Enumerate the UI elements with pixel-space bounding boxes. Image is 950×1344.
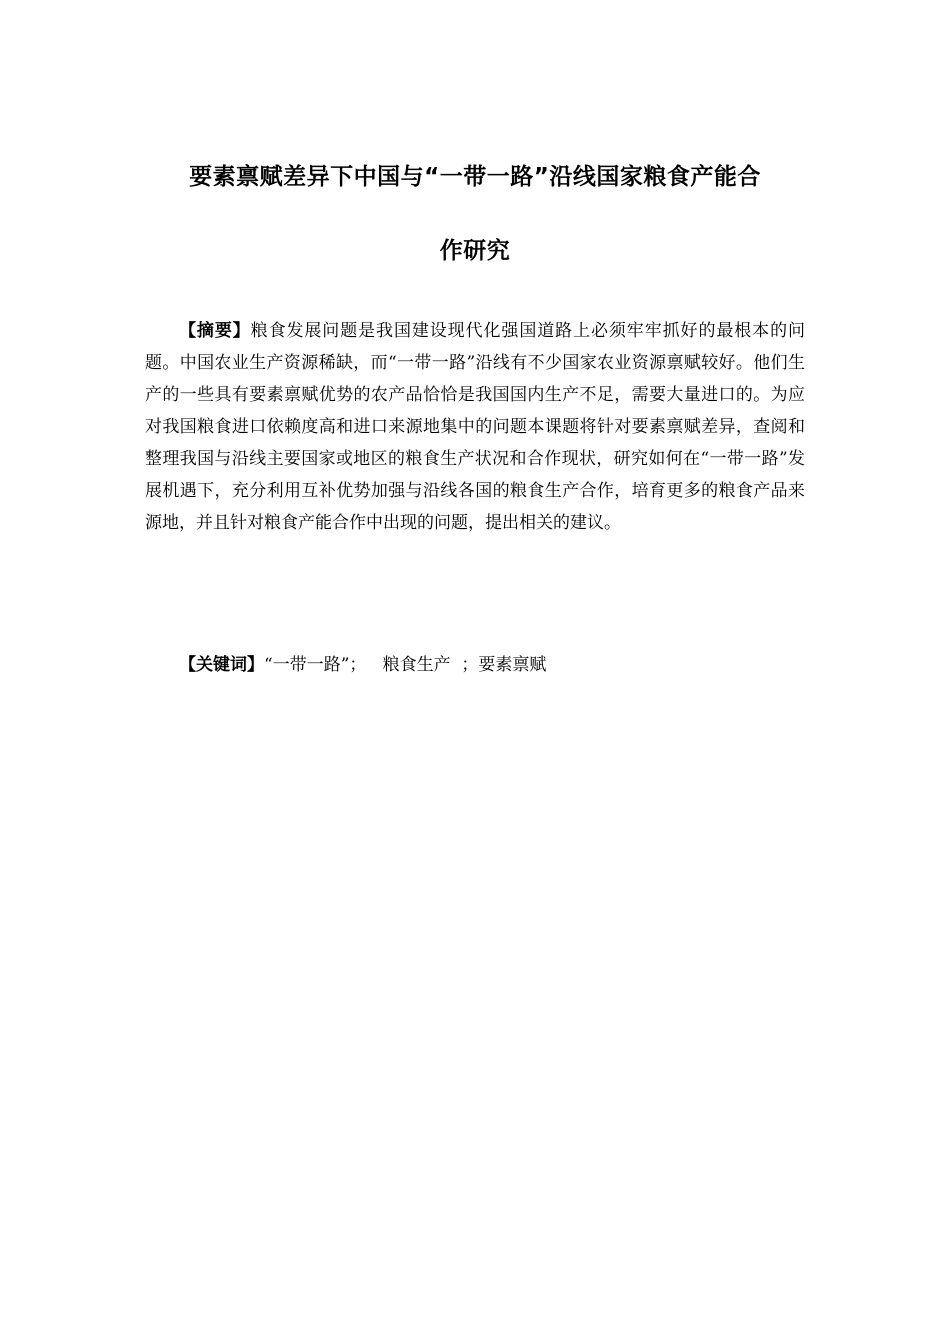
abstract-text: 粮食发展问题是我国建设现代化强国道路上必须牢牢抓好的最根本的问题。中国农业生产资源稀缺，而“一带一路”沿线有不少国家农业资源禀赋较好。他们生产的一些具有要素禀赋优势的农产品恰恰是我国国内生产不足，需要大量进口的。为应对我国粮食进口依赖度高和进口来源地集中的问题本课题将针对要素禀赋差异，查阅和整理我国与沿线主要国家或地区的粮食生产状况和合作现状，研究如何在“一带一路”发展机遇下，充分利用互补优势加强与沿线各国的粮食生产合作，培育更多的粮食产品来源地，并且针对粮食产能合作中出现的问题，提出相关的建议。 <box>145 321 806 533</box>
abstract-label: 【摘要】 <box>179 321 251 341</box>
document-title-line-2: 作研究 <box>439 238 511 264</box>
keywords-label: 【关键词】 <box>179 655 264 675</box>
document-title-line-1: 要素禀赋差异下中国与“一带一路”沿线国家粮食产能合 <box>189 164 761 190</box>
keyword-item: 粮食生产 <box>382 655 451 675</box>
abstract-paragraph <box>145 315 805 539</box>
keyword-item: ；要素禀赋 <box>461 655 547 675</box>
keywords-paragraph <box>179 650 809 680</box>
keyword-item: “一带一路”； <box>264 655 367 675</box>
